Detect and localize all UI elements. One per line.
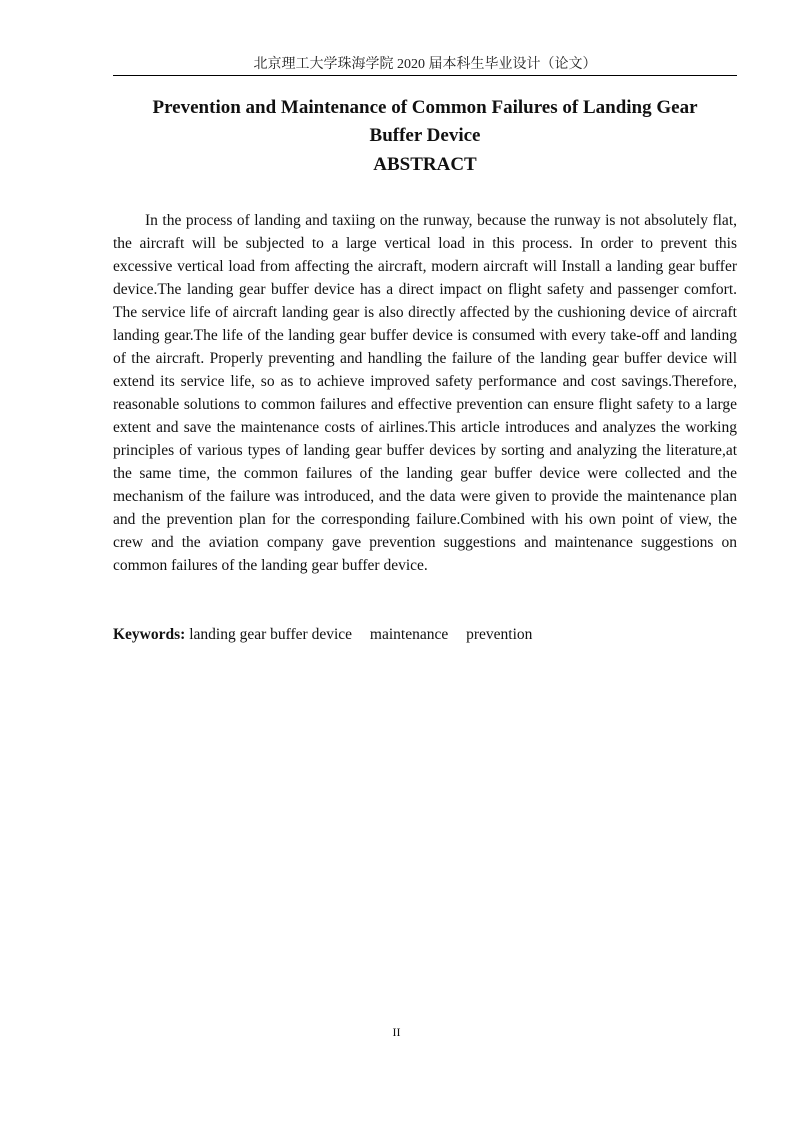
abstract-body: In the process of landing and taxiing on the runway, because the runway is not absolutely flat, the aircraft will be subjected to a large vertical load in this process. In order to prevent this excessive vertical load from affecting the aircraft, modern aircraft will Install a landing gear buffer device.The landing gear buffer device has a direct impact on flight safety and passenger comfort. The service life of aircraft landing gear is also directly affected by the cushioning device of aircraft landing gear.The life of the landing gear buffer device is consumed with every take-off and landing of the aircraft. Properly preventing and handling the failure of the landing gear buffer device will extend its service life, so as to achieve improved safety performance and cost savings.Therefore, reasonable solutions to common failures and effective prevention can ensure flight safety to a large extent and save the maintenance costs of airlines.This article introduces and analyzes the working principles of various types of landing gear buffer devices by sorting and analyzing the literature,at the same time, the common failures of the landing gear buffer device were collected and the mechanism of the failure was introduced, and the data were given to provide the maintenance plan and the prevention plan for the corresponding failure.Combined with his own point of view, the crew and the aviation company gave prevention suggestions and maintenance suggestions on common failures of the landing gear buffer device. [113, 212, 737, 574]
header-divider [113, 75, 737, 76]
abstract-heading: ABSTRACT [373, 154, 477, 175]
running-header: 北京理工大学珠海学院 2020 届本科生毕业设计（论文） [253, 57, 597, 72]
title-line-2: Buffer Device [369, 125, 481, 146]
keywords-label: Keywords: [113, 626, 186, 643]
keyword-item: prevention [466, 626, 533, 643]
page-number: II [392, 1025, 401, 1039]
document-title [113, 94, 737, 150]
keyword-item: maintenance [369, 626, 449, 643]
title-line-1: Prevention and Maintenance of Common Failures of Landing Gear [152, 97, 698, 118]
keyword-item: landing gear buffer device [189, 626, 353, 643]
keywords-line [113, 623, 737, 646]
